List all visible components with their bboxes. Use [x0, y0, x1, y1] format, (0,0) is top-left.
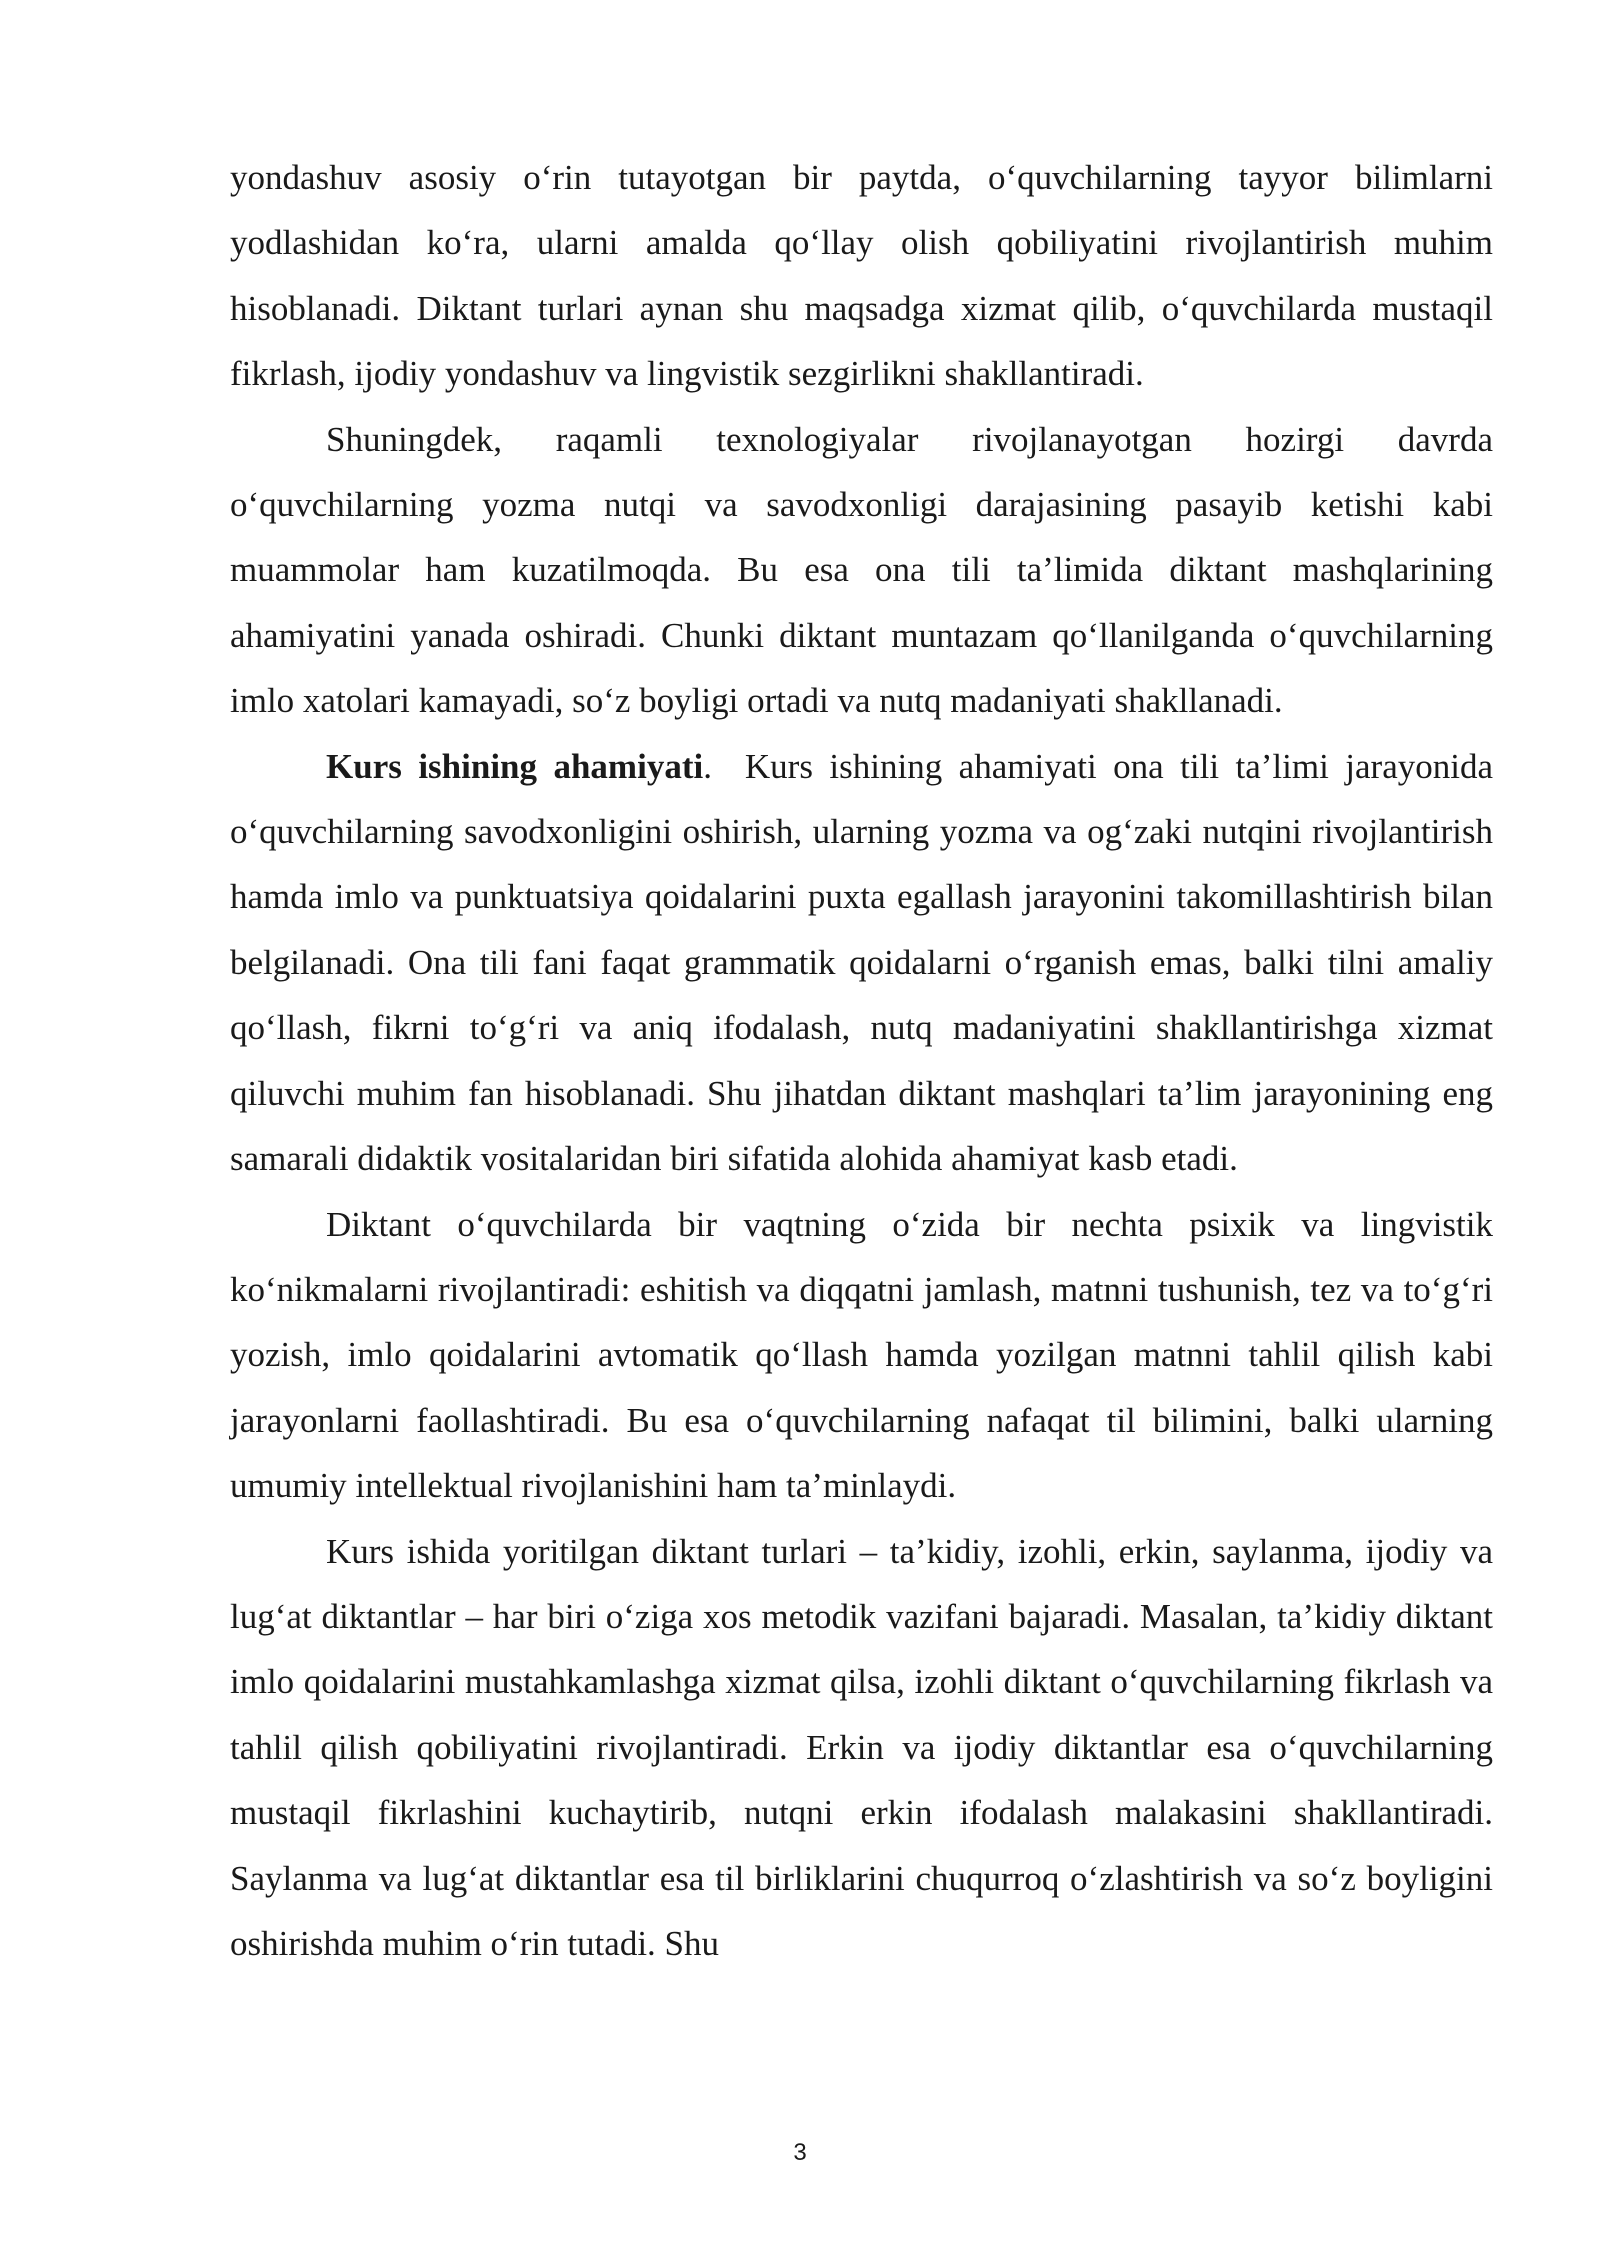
paragraph-2-text: Shuningdek, raqamli texnologiyalar rivojlanayotgan hozirgi davrda o‘quvchilarning yozma nutqi va savodxonligi darajasining pasayib ketishi kabi muammolar ham kuzatilmoqda. Bu esa ona tili ta’limida diktant mashqlarining ahamiyatini yanada oshiradi. Chunki diktant muntazam qo‘llanilganda o‘quvchilarning imlo xatolari kamayadi, so‘z boyligi ortadi va nutq madaniyati shakllanadi.	[230, 419, 1493, 721]
paragraph-3	[230, 734, 1493, 1192]
paragraph-4	[230, 1192, 1493, 1519]
section-heading-punct: .	[703, 746, 712, 786]
paragraph-5-text: Kurs ishida yoritilgan diktant turlari – ta’kidiy, izohli, erkin, saylanma, ijodiy va lug‘at diktantlar – har biri o‘ziga xos metodik vazifani bajaradi. Masalan, ta’kidiy diktant imlo qoidalarini mustahkamlashga xizmat qilsa, izohli diktant o‘quvchilarning fikrlash va tahlil qilish qobiliyatini rivojlantiradi. Erkin va ijodiy diktantlar esa o‘quvchilarning mustaqil fikrlashini kuchaytirib, nutqni erkin ifodalash malakasini shakllantiradi. Saylanma va lug‘at diktantlar esa til birliklarini chuqurroq o‘zlashtirish va so‘z boyligini oshirishda muhim o‘rin tutadi. Shu	[230, 1531, 1493, 1963]
paragraph-2	[230, 407, 1493, 734]
paragraph-1	[230, 145, 1493, 407]
section-heading: Kurs ishining ahamiyati	[326, 746, 704, 786]
page-number: 3	[793, 2139, 807, 2166]
body-text	[230, 145, 1493, 1976]
paragraph-5	[230, 1519, 1493, 1977]
paragraph-1-text: yondashuv asosiy o‘rin tutayotgan bir paytda, o‘quvchilarning tayyor bilimlarni yodlashidan ko‘ra, ularni amalda qo‘llay olish qobiliyatini rivojlantirish muhim hisoblanadi. Diktant turlari aynan shu maqsadga xizmat qilib, o‘quvchilarda mustaqil fikrlash, ijodiy yondashuv va lingvistik sezgirlikni shakllantiradi.	[230, 158, 1493, 394]
paragraph-4-text: Diktant o‘quvchilarda bir vaqtning o‘zida bir nechta psixik va lingvistik ko‘nikmalarni rivojlantiradi: eshitish va diqqatni jamlash, matnni tushunish, tez va to‘g‘ri yozish, imlo qoidalarini avtomatik qo‘llash hamda yozilgan matnni tahlil qilish kabi jarayonlarni faollashtiradi. Bu esa o‘quvchilarning nafaqat til bilimini, balki ularning umumiy intellektual rivojlanishini ham ta’minlaydi.	[230, 1204, 1493, 1506]
paragraph-3-text: Kurs ishining ahamiyati ona tili ta’limi jarayonida o‘quvchilarning savodxonligini oshirish, ularning yozma va og‘zaki nutqini rivojlantirish hamda imlo va punktuatsiya qoidalarini puxta egallash jarayonini takomillashtirish bilan belgilanadi. Ona tili fani faqat grammatik qoidalarni o‘rganish emas, balki tilni amaliy qo‘llash, fikrni to‘g‘ri va aniq ifodalash, nutq madaniyatini shakllantirishga xizmat qiluvchi muhim fan hisoblanadi. Shu jihatdan diktant mashqlari ta’lim jarayonining eng samarali didaktik vositalaridan biri sifatida alohida ahamiyat kasb etadi.	[230, 746, 1493, 1179]
